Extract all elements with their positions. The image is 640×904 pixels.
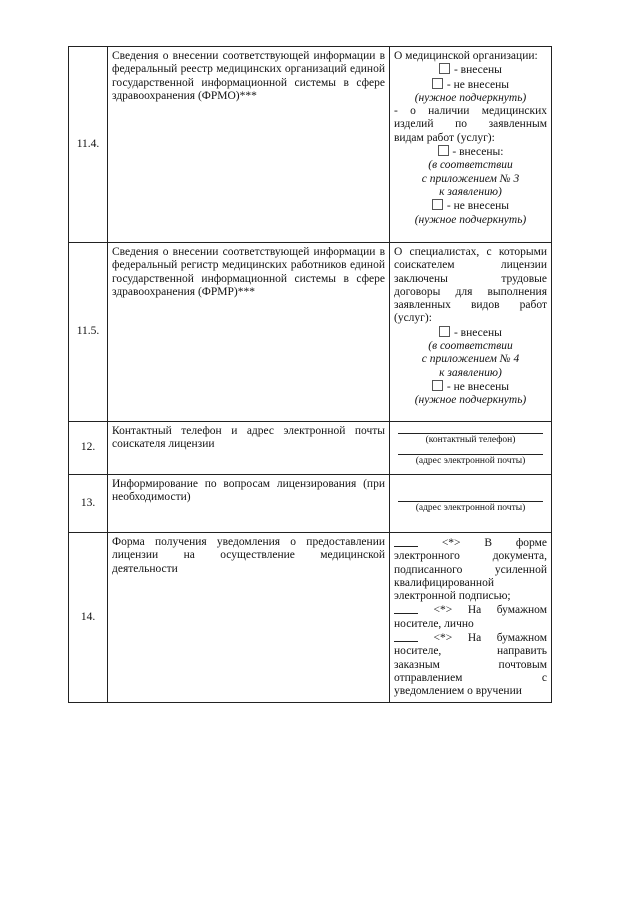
application-form-table bbox=[68, 46, 552, 703]
table-row bbox=[69, 47, 552, 243]
hint-text: к заявлению) bbox=[439, 185, 502, 198]
option-line: <*> На бумажном bbox=[394, 603, 547, 617]
option-line: носителе, лично bbox=[394, 617, 474, 630]
email-label: (адрес электронной почты) bbox=[415, 503, 526, 513]
option-line: отправлением с bbox=[394, 671, 547, 684]
table-row bbox=[69, 243, 552, 422]
value-line: заявленных видов работ bbox=[394, 299, 547, 312]
option-line: подписанного усиленной bbox=[394, 563, 547, 576]
row-description: Сведения о внесении соответствующей информации в федеральный регистр медицинских работников единой государственной информационной системы в сфере здравоохранения (ФРМР)*** bbox=[108, 243, 390, 422]
phone-label: (контактный телефон) bbox=[425, 435, 516, 445]
value-line: соискателем лицензии bbox=[394, 259, 547, 272]
row-value bbox=[390, 243, 552, 422]
option-line: электронной подписью; bbox=[394, 590, 511, 603]
hint-text: (в соответствии bbox=[428, 159, 513, 172]
value-line: О специалистах, с которыми bbox=[394, 246, 547, 258]
hint-text: (нужное подчеркнуть) bbox=[414, 91, 527, 104]
option-line: квалифицированной bbox=[394, 576, 494, 589]
option-text: - не внесены bbox=[446, 380, 509, 393]
table-row bbox=[69, 422, 552, 475]
row-number: 11.5. bbox=[69, 243, 108, 422]
option-text: - внесены bbox=[453, 64, 502, 77]
checkbox-icon[interactable] bbox=[438, 145, 449, 156]
email-label: (адрес электронной почты) bbox=[415, 456, 526, 466]
value-line: договоры для выполнения bbox=[394, 285, 547, 298]
option-line: <*> На бумажном bbox=[394, 631, 547, 645]
hint-text: (нужное подчеркнуть) bbox=[414, 213, 527, 226]
checkbox-icon[interactable] bbox=[432, 78, 443, 89]
value-line: заключены трудовые bbox=[394, 272, 547, 285]
value-line: изделий по заявленным bbox=[394, 118, 547, 131]
hint-text: (нужное подчеркнуть) bbox=[414, 394, 527, 407]
option-text: - внесены bbox=[453, 326, 502, 339]
option-line: электронного документа, bbox=[394, 550, 547, 563]
option-text: - внесены: bbox=[452, 146, 504, 159]
option-line: <*> В форме bbox=[394, 536, 547, 550]
table-row bbox=[69, 533, 552, 703]
option-blank[interactable] bbox=[394, 603, 418, 614]
checkbox-icon[interactable] bbox=[432, 199, 443, 210]
row-number: 13. bbox=[69, 475, 108, 533]
row-description: Форма получения уведомления о предоставлении лицензии на осуществление медицинской деятельности bbox=[108, 533, 390, 703]
row-value bbox=[390, 422, 552, 475]
value-line: О медицинской организации: bbox=[394, 50, 538, 62]
option-blank[interactable] bbox=[394, 631, 418, 642]
hint-text: (в соответствии bbox=[428, 340, 513, 353]
option-blank[interactable] bbox=[394, 536, 418, 547]
hint-text: к заявлению) bbox=[439, 366, 502, 379]
row-description: Сведения о внесении соответствующей информации в федеральный реестр медицинских организаций единой государственной информационной системы в сфере здравоохранения (ФРМО)*** bbox=[108, 47, 390, 243]
value-line: видам работ (услуг): bbox=[394, 131, 495, 144]
row-number: 11.4. bbox=[69, 47, 108, 243]
checkbox-icon[interactable] bbox=[432, 380, 443, 391]
table-row bbox=[69, 475, 552, 533]
option-line: уведомлением о вручении bbox=[394, 685, 522, 698]
value-line: - о наличии медицинских bbox=[394, 105, 547, 118]
checkbox-icon[interactable] bbox=[439, 326, 450, 337]
row-value bbox=[390, 533, 552, 703]
row-value bbox=[390, 47, 552, 243]
row-description: Контактный телефон и адрес электронной почты соискателя лицензии bbox=[108, 422, 390, 475]
option-line: носителе, направить bbox=[394, 645, 547, 658]
checkbox-icon[interactable] bbox=[439, 63, 450, 74]
row-description: Информирование по вопросам лицензирования (при необходимости) bbox=[108, 475, 390, 533]
row-number: 12. bbox=[69, 422, 108, 475]
row-number: 14. bbox=[69, 533, 108, 703]
option-text: - не внесены bbox=[446, 200, 509, 213]
option-text: - не внесены bbox=[446, 78, 509, 91]
hint-text: с приложением № 3 bbox=[421, 172, 520, 185]
hint-text: с приложением № 4 bbox=[421, 353, 520, 366]
value-line: (услуг): bbox=[394, 312, 432, 325]
row-value bbox=[390, 475, 552, 533]
option-line: заказным почтовым bbox=[394, 658, 547, 671]
